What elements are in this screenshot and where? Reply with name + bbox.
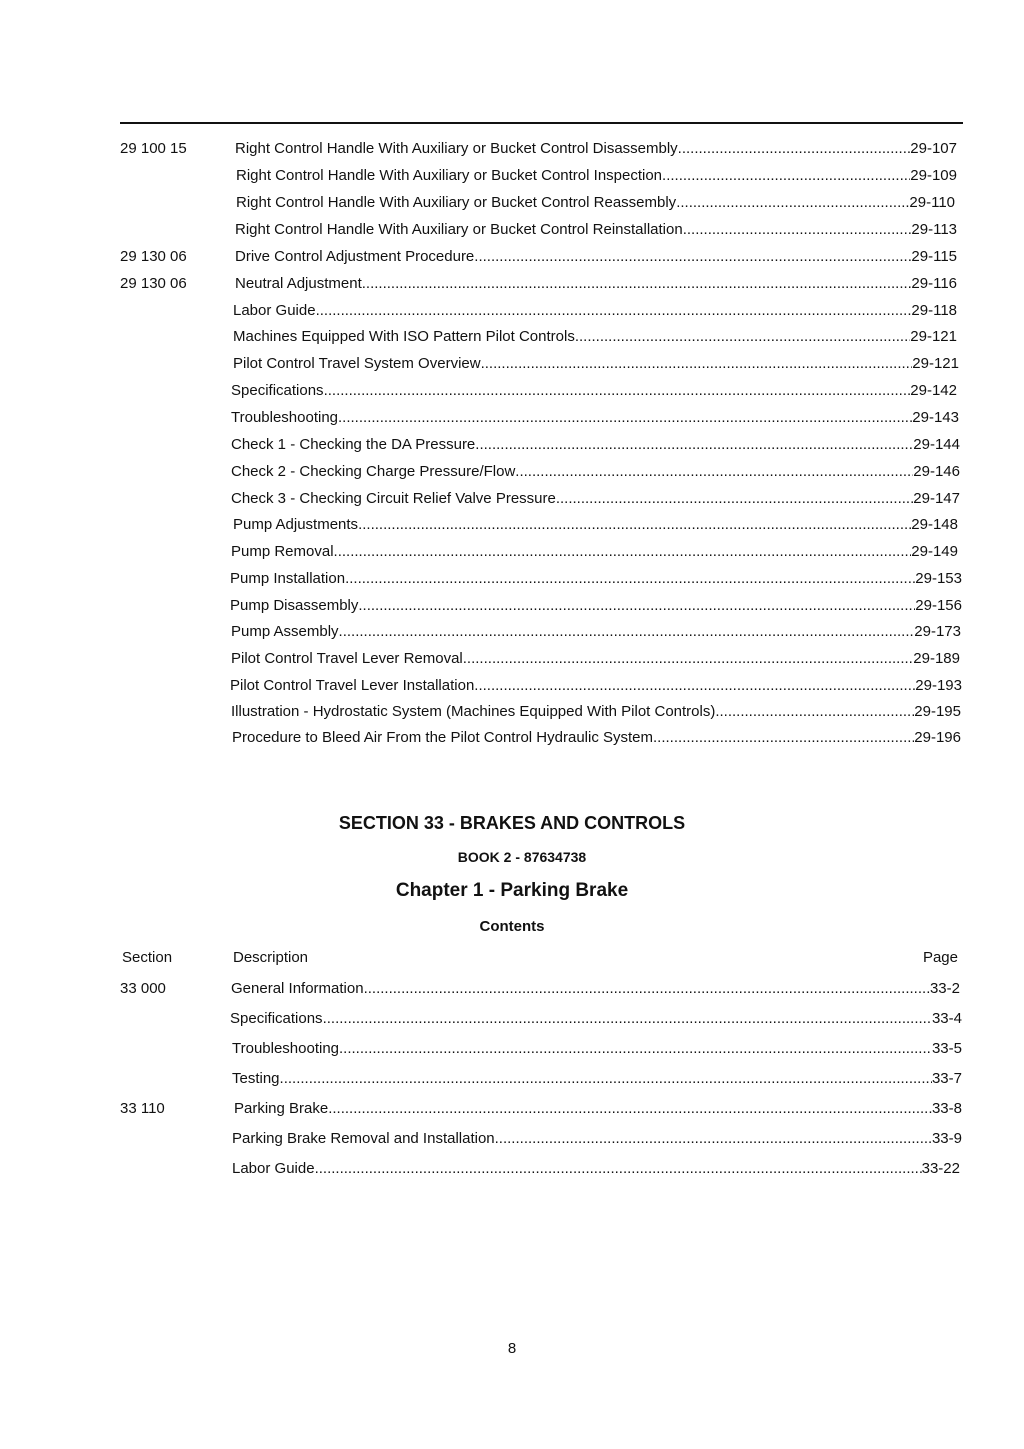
toc-description: Procedure to Bleed Air From the Pilot Control Hydraulic System <box>232 729 654 746</box>
toc-description: Labor Guide <box>233 302 316 319</box>
toc-page-number: 29-153 <box>915 570 962 587</box>
column-header-section: Section <box>122 949 173 966</box>
toc-page-number: 29-173 <box>914 623 961 640</box>
toc-section-number: 29 100 15 <box>120 140 187 157</box>
dot-leader <box>323 1007 932 1031</box>
toc-entry <box>231 379 957 403</box>
column-headers <box>122 947 958 969</box>
toc-description: Right Control Handle With Auxiliary or Bucket Control Disassembly <box>235 140 678 157</box>
toc-entry <box>235 137 957 161</box>
toc-description: Pump Assembly <box>231 623 339 640</box>
top-divider <box>120 122 963 124</box>
toc-page-number: 29-147 <box>913 490 960 507</box>
dot-leader <box>495 1127 932 1151</box>
toc-page-number: 29-142 <box>910 382 957 399</box>
toc-row <box>120 379 963 403</box>
toc-section-number: 33 110 <box>120 1100 165 1117</box>
toc-description: Pump Disassembly <box>230 597 359 614</box>
toc-entry <box>230 594 962 618</box>
dot-leader <box>358 513 911 537</box>
toc-description: Right Control Handle With Auxiliary or Bucket Control Reassembly <box>236 194 677 211</box>
dot-leader <box>338 406 912 430</box>
toc-page-number: 29-156 <box>915 597 962 614</box>
dot-leader <box>676 191 909 215</box>
toc-page-number: 33-4 <box>931 1010 962 1027</box>
toc-section-number: 29 130 06 <box>120 275 187 292</box>
toc-page-number: 29-196 <box>914 729 961 746</box>
dot-leader <box>463 647 914 671</box>
dot-leader <box>662 164 910 188</box>
dot-leader <box>515 460 913 484</box>
toc-page-number: 33-5 <box>931 1040 962 1057</box>
toc-row <box>120 1007 963 1031</box>
toc-row <box>120 406 963 430</box>
toc-page-number: 29-195 <box>914 703 961 720</box>
column-header-description: Description <box>233 949 309 966</box>
toc-description: Check 1 - Checking the DA Pressure <box>231 436 476 453</box>
toc-description: Neutral Adjustment <box>235 275 362 292</box>
toc-entry <box>230 1007 962 1031</box>
toc-page-number: 33-9 <box>931 1130 962 1147</box>
toc-page-number: 33-2 <box>929 980 960 997</box>
dot-leader <box>474 674 915 698</box>
toc-row <box>120 567 963 591</box>
toc-row <box>120 191 963 215</box>
toc-page-number: 33-8 <box>931 1100 962 1117</box>
toc-description: Pilot Control Travel Lever Removal <box>231 650 463 667</box>
toc-description: Troubleshooting <box>231 409 339 426</box>
toc-page-number: 29-193 <box>915 677 962 694</box>
dot-leader <box>345 567 915 591</box>
toc-row <box>120 137 963 161</box>
toc-description: Pump Installation <box>230 570 346 587</box>
toc-page-number: 29-115 <box>911 248 957 265</box>
toc-description: Illustration - Hydrostatic System (Machines Equipped With Pilot Controls) <box>231 703 716 720</box>
toc-description: Check 3 - Checking Circuit Relief Valve Pressure <box>231 490 556 507</box>
dot-leader <box>678 137 911 161</box>
toc-row <box>120 433 963 457</box>
toc-row <box>120 1097 963 1121</box>
toc-description: Pump Removal <box>231 543 334 560</box>
toc-page-number: 29-116 <box>911 275 957 292</box>
toc-page-number: 29-143 <box>912 409 959 426</box>
toc-description: Drive Control Adjustment Procedure <box>235 248 475 265</box>
toc-page-number: 29-146 <box>913 463 960 480</box>
toc-section-number: 29 130 06 <box>120 248 187 265</box>
toc-description: Right Control Handle With Auxiliary or Bucket Control Reinstallation <box>235 221 683 238</box>
toc-row <box>120 245 963 269</box>
toc-entry <box>232 1037 962 1061</box>
toc-entry <box>233 325 957 349</box>
toc-entry <box>236 164 957 188</box>
toc-page-number: 29-113 <box>911 221 957 238</box>
toc-entry <box>232 726 961 750</box>
toc-entry <box>231 487 960 511</box>
toc-row <box>120 620 963 644</box>
toc-page-number: 29-107 <box>910 140 957 157</box>
dot-leader <box>575 325 910 349</box>
dot-leader <box>339 1037 932 1061</box>
dot-leader <box>358 594 915 618</box>
toc-row <box>120 272 963 296</box>
dot-leader <box>362 272 912 296</box>
toc-row <box>120 594 963 618</box>
dot-leader <box>334 540 912 564</box>
dot-leader <box>481 352 913 376</box>
toc-row <box>120 299 963 323</box>
toc-description: Pump Adjustments <box>233 516 359 533</box>
toc-page-number: 29-189 <box>913 650 960 667</box>
toc-row <box>120 325 963 349</box>
dot-leader <box>324 379 911 403</box>
toc-entry <box>232 1067 962 1091</box>
dot-leader <box>474 245 911 269</box>
toc-row <box>120 700 963 724</box>
toc-entry <box>236 191 955 215</box>
toc-entry <box>231 977 960 1001</box>
toc-description: Troubleshooting <box>232 1040 340 1057</box>
toc-description: Machines Equipped With ISO Pattern Pilot Controls <box>233 328 575 345</box>
toc-description: Specifications <box>231 382 324 399</box>
column-header-page: Page <box>922 949 958 966</box>
dot-leader <box>683 218 912 242</box>
toc-entry <box>235 272 957 296</box>
dot-leader <box>328 1097 932 1121</box>
toc-page-number: 29-110 <box>909 194 955 211</box>
toc-row <box>120 977 963 1001</box>
toc-entry <box>231 620 961 644</box>
toc-entry <box>231 406 959 430</box>
toc-entry <box>234 1097 962 1121</box>
toc-section-number: 33 000 <box>120 980 166 997</box>
toc-row <box>120 674 963 698</box>
toc-row <box>120 460 963 484</box>
dot-leader <box>715 700 914 724</box>
toc-entry <box>231 460 960 484</box>
toc-description: Pilot Control Travel System Overview <box>233 355 481 372</box>
toc-entry <box>235 218 957 242</box>
toc-row <box>120 513 963 537</box>
toc-entry <box>231 647 960 671</box>
dot-leader <box>653 726 914 750</box>
toc-row <box>120 726 963 750</box>
toc-entry <box>233 352 959 376</box>
toc-page-number: 29-121 <box>910 328 957 345</box>
toc-row <box>120 1127 963 1151</box>
toc-description: Specifications <box>230 1010 323 1027</box>
toc-page-number: 29-148 <box>911 516 958 533</box>
toc-row <box>120 352 963 376</box>
dot-leader <box>556 487 913 511</box>
toc-entry <box>233 299 957 323</box>
book-label: BOOK 2 - 87634738 <box>457 849 587 865</box>
page-number: 8 <box>507 1340 517 1357</box>
toc-description: Labor Guide <box>232 1160 315 1177</box>
toc-page-number: 29-144 <box>913 436 960 453</box>
toc-entry <box>230 674 962 698</box>
toc-entry <box>233 513 958 537</box>
toc-description: Parking Brake <box>234 1100 329 1117</box>
dot-leader <box>364 977 930 1001</box>
toc-entry <box>231 540 958 564</box>
section-title: SECTION 33 - BRAKES AND CONTROLS <box>338 813 686 833</box>
toc-description: Parking Brake Removal and Installation <box>232 1130 495 1147</box>
toc-description: General Information <box>231 980 364 997</box>
dot-leader <box>280 1067 932 1091</box>
toc-page-number: 33-7 <box>931 1070 962 1087</box>
dot-leader <box>316 299 912 323</box>
toc-entry <box>232 1157 960 1181</box>
toc-entry <box>231 700 961 724</box>
toc-row <box>120 1157 963 1181</box>
toc-row <box>120 540 963 564</box>
toc-row <box>120 164 963 188</box>
toc-page-number: 33-22 <box>921 1160 960 1177</box>
toc-entry <box>230 567 962 591</box>
toc-entry <box>232 1127 962 1151</box>
toc-row <box>120 487 963 511</box>
toc-row <box>120 647 963 671</box>
toc-page-number: 29-121 <box>912 355 959 372</box>
toc-entry <box>235 245 957 269</box>
toc-row <box>120 218 963 242</box>
toc-page-number: 29-109 <box>910 167 957 184</box>
toc-description: Pilot Control Travel Lever Installation <box>230 677 475 694</box>
toc-description: Check 2 - Checking Charge Pressure/Flow <box>231 463 516 480</box>
toc-page-number: 29-118 <box>911 302 957 319</box>
toc-row <box>120 1067 963 1091</box>
chapter-title: Chapter 1 - Parking Brake <box>395 880 629 901</box>
toc-description: Right Control Handle With Auxiliary or Bucket Control Inspection <box>236 167 663 184</box>
toc-entry <box>231 433 960 457</box>
dot-leader <box>315 1157 922 1181</box>
toc-row <box>120 1037 963 1061</box>
dot-leader <box>475 433 913 457</box>
dot-leader <box>339 620 915 644</box>
toc-description: Testing <box>232 1070 280 1087</box>
contents-label: Contents <box>479 918 545 935</box>
toc-page-number: 29-149 <box>911 543 958 560</box>
